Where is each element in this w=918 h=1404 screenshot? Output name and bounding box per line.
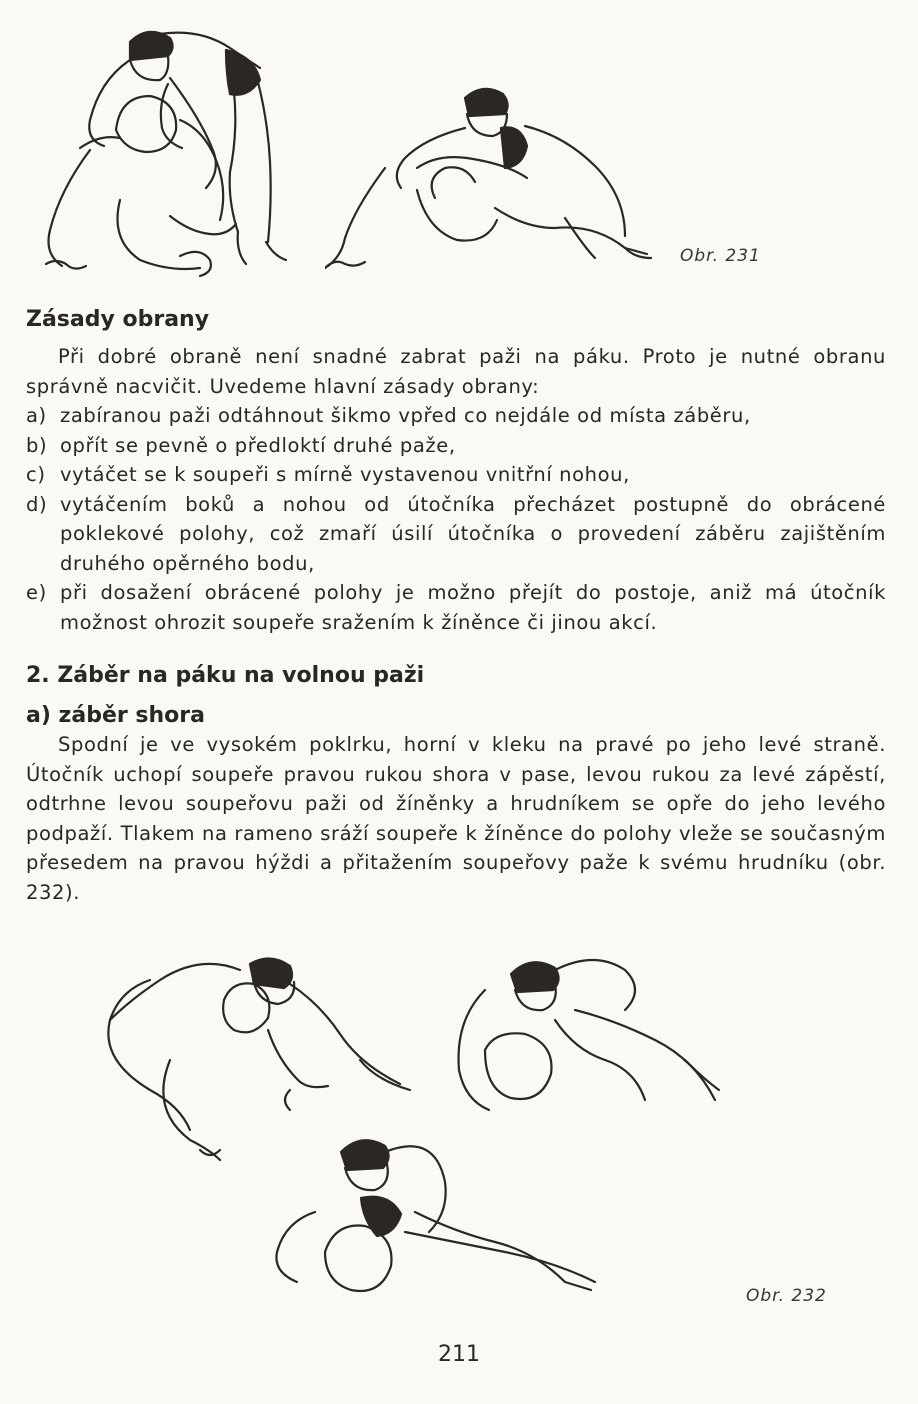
- section-defense-principles: [26, 306, 886, 637]
- list-item: [26, 460, 886, 490]
- list-item-text: opřít se pevně o předloktí druhé paže,: [60, 433, 456, 457]
- defense-intro-text: Při dobré obraně není snadné zabrat paži na páku. Proto je nutné obranu správně nacvičit. Uvedeme hlavní zásady obrany:: [26, 345, 886, 398]
- figure-232-bottom-illustration: [275, 1132, 615, 1312]
- figure-231-left-illustration: [30, 20, 300, 282]
- figure-232-top-right-illustration: [455, 950, 735, 1120]
- list-marker: d): [26, 492, 48, 516]
- list-marker: c): [26, 463, 46, 486]
- list-item-text: při dosažení obrácené polohy je možno přejít do postoje, aniž má útočník možnost ohrozit soupeře sražením k žíněnce či jinou akcí.: [60, 581, 886, 634]
- figure-231-right-illustration: [325, 78, 655, 278]
- list-item: [26, 401, 886, 431]
- list-item: [26, 578, 886, 637]
- list-item-text: vytáčením boků a nohou od útočníka přecházet postupně do obrácené poklekové polohy, což zmaří úsilí útočníka o provedení záběru zajištěním druhého opěrného bodu,: [60, 492, 886, 575]
- figure-232-caption: Obr. 232: [746, 1286, 827, 1306]
- list-marker: e): [26, 581, 47, 604]
- subheading-from-above: a) záběr shora: [26, 703, 205, 728]
- arm-lock-paragraph: [26, 730, 886, 907]
- list-marker: b): [26, 433, 48, 457]
- figure-231-caption: Obr. 231: [680, 246, 761, 266]
- list-item: [26, 431, 886, 461]
- defense-intro-paragraph: [26, 342, 886, 401]
- section-arm-lock: [26, 662, 886, 907]
- section-heading-defense: Zásady obrany: [26, 307, 210, 332]
- page-number: 211: [438, 1342, 480, 1367]
- list-item-text: zabíranou paži odtáhnout šikmo vpřed co nejdále od místa záběru,: [60, 404, 751, 427]
- defense-principles-list: [26, 401, 886, 637]
- list-item-text: vytáčet se k soupeři s mírně vystavenou vnitřní nohou,: [60, 463, 630, 486]
- arm-lock-text: Spodní je ve vysokém poklrku, horní v kleku na pravé po jeho levé straně. Útočník uchopí soupeře pravou rukou shora v pase, levou rukou za levé zápěstí, odtrhne levou soupeřovu paži od žíněnky a hrudníkem se opře do jeho levého podpaží. Tlakem na rameno sráží soupeře k žíněnce do polohy vleže se současným přesedem na pravou hýždi a přitažením soupeřovy paže k svému hrudníku (obr. 232).: [26, 733, 886, 904]
- section-heading-arm-lock: 2. Záběr na páku na volnou paži: [26, 663, 425, 688]
- list-marker: a): [26, 404, 47, 427]
- list-item: [26, 490, 886, 579]
